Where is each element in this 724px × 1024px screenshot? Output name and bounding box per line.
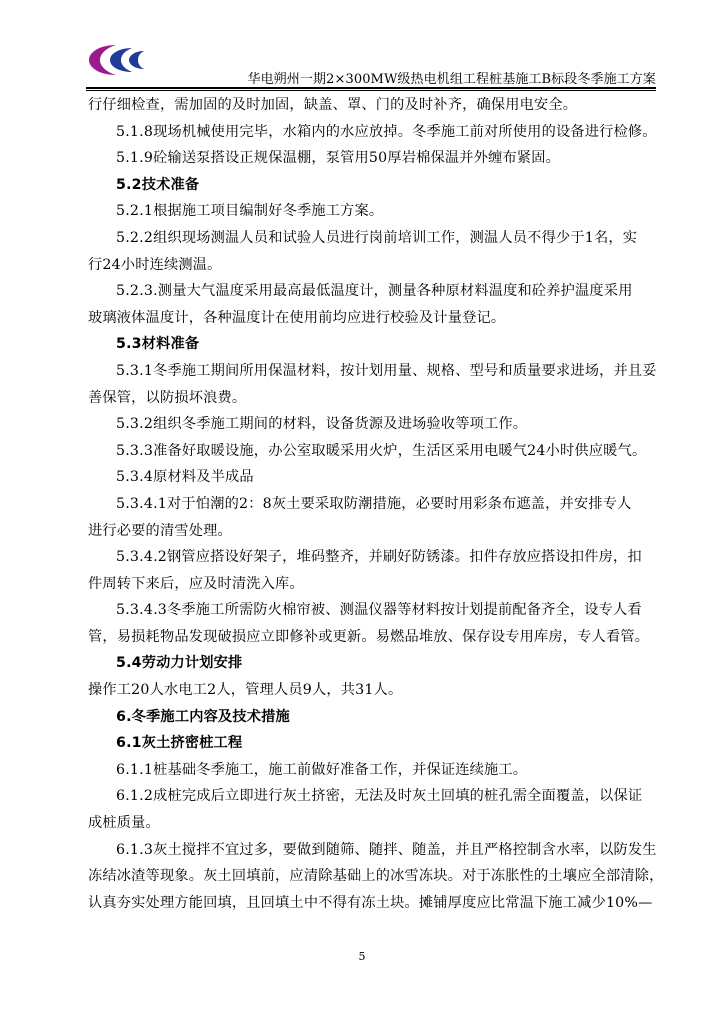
section-heading: 5.2技术准备 [116, 176, 200, 193]
paragraph-line: 5.3.4.2钢管应搭设好架子，堆码整齐，并刷好防锈漆。扣件存放应搭设扣件房，扣 [116, 549, 642, 566]
paragraph-line: 5.3.4原材料及半成品 [116, 469, 254, 486]
paragraph-line: 认真夯实处理方能回填，且回填土中不得有冻土块。摊铺厚度应比常温下施工减少10%— [88, 894, 653, 911]
document-body [88, 92, 664, 916]
paragraph-line: 6.1.3灰土搅拌不宜过多，要做到随筛、随拌、随盖，并且严格控制含水率，以防发生 [116, 841, 657, 858]
section-heading: 5.4劳动力计划安排 [116, 655, 243, 672]
section-heading: 5.3材料准备 [116, 336, 200, 353]
paragraph-line: 5.3.1冬季施工期间所用保温材料，按计划用量、规格、型号和质量要求进场，并且妥 [116, 362, 657, 379]
page-header [86, 36, 656, 88]
section-heading: 6.1灰土挤密桩工程 [116, 735, 243, 752]
paragraph-line: 6.1.1桩基础冬季施工，施工前做好准备工作，并保证连续施工。 [116, 761, 528, 778]
paragraph-line: 5.3.4.1对于怕潮的2：8灰土要采取防潮措施，必要时用彩条布遮盖，并安排专人 [116, 495, 632, 512]
paragraph-line: 玻璃液体温度计，各种温度计在使用前均应进行校验及计量登记。 [88, 309, 506, 326]
company-logo-icon [86, 42, 146, 78]
paragraph-line: 6.1.2成桩完成后立即进行灰土挤密，无法及时灰土回填的桩孔需全面覆盖，以保证 [116, 788, 643, 805]
paragraph-line: 5.2.1根据施工项目编制好冬季施工方案。 [116, 203, 384, 220]
paragraph-line: 冻结冰渣等现象。灰土回填前，应清除基础上的冰雪冻块。对于冻胀性的土壤应全部清除， [88, 868, 664, 885]
paragraph-line: 管，易损耗物品发现破损应立即修补或更新。易燃品堆放、保存设专用库房，专人看管。 [88, 628, 650, 645]
paragraph-line: 行24小时连续测温。 [88, 256, 222, 273]
chapter-heading: 6.冬季施工内容及技术措施 [116, 708, 290, 725]
document-header-title: 华电朔州一期2×300MW级热电机组工程桩基施工B标段冬季施工方案 [247, 72, 656, 87]
paragraph-line: 行仔细检查，需加固的及时加固，缺盖、罩、门的及时补齐，确保用电安全。 [88, 97, 578, 113]
paragraph-line: 善保管，以防损坏浪费。 [88, 389, 247, 406]
paragraph-line: 5.1.9砼输送泵搭设正规保温棚，泵管用50厚岩棉保温并外缠布紧固。 [116, 150, 561, 167]
paragraph-line: 操作工20人水电工2人，管理人员9人，共31人。 [88, 682, 403, 699]
paragraph-line: 5.3.4.3冬季施工所需防火棉帘被、测温仪器等材料按计划提前配备齐全，设专人看 [116, 602, 642, 619]
page-number: 5 [358, 950, 366, 963]
paragraph-line: 件周转下来后，应及时清洗入库。 [88, 575, 304, 592]
paragraph-line: 成桩质量。 [88, 815, 160, 832]
paragraph-line: 5.2.3.测量大气温度采用最高最低温度计，测量各种原材料温度和砼养护温度采用 [116, 283, 633, 300]
paragraph-line: 进行必要的清雪处理。 [88, 522, 232, 539]
header-rule [86, 87, 656, 89]
header-rule-thin [86, 90, 656, 91]
paragraph-line: 5.2.2组织现场测温人员和试验人员进行岗前培训工作，测温人员不得少于1名，实 [116, 229, 638, 246]
paragraph-line: 5.1.8现场机械使用完毕，水箱内的水应放掉。冬季施工前对所使用的设备进行检修。 [116, 123, 657, 140]
paragraph-line: 5.3.2组织冬季施工期间的材料，设备货源及进场验收等项工作。 [116, 416, 528, 433]
paragraph-line: 5.3.3准备好取暖设施，办公室取暖采用火炉，生活区采用电暖气24小时供应暖气。 [116, 442, 647, 459]
